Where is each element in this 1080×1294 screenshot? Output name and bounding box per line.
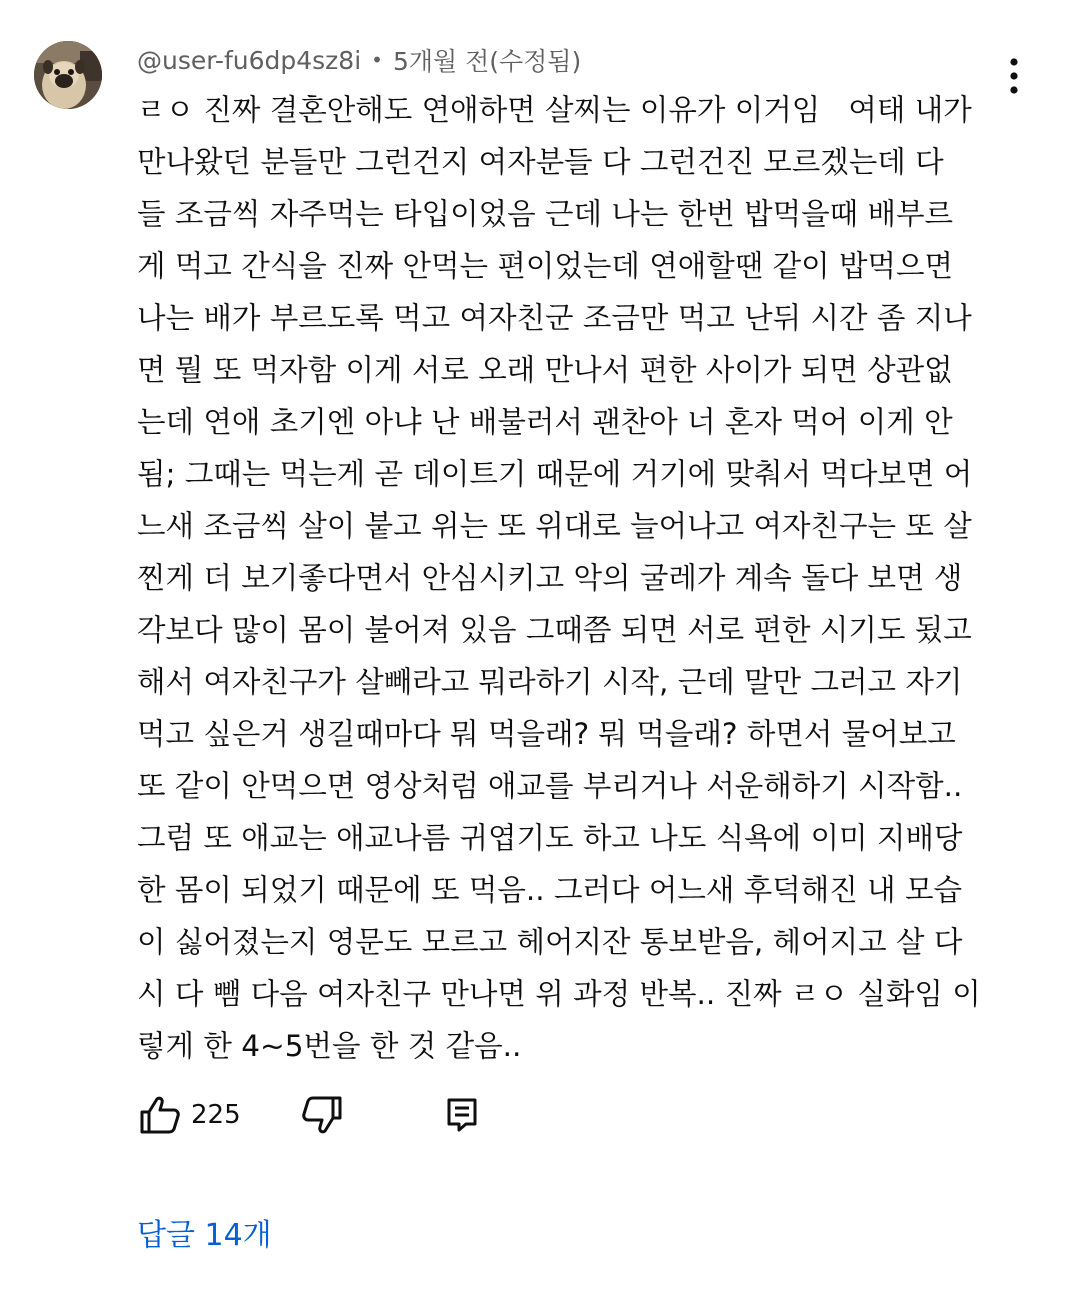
- comment-text-line: 각보다 많이 몸이 불어져 있음 그때쯤 되면 서로 편한 시기도 됬고: [137, 613, 972, 647]
- comment-actions: [137, 1090, 485, 1140]
- comment-text-line: 는데 연애 초기엔 아냐 난 배불러서 괜찬아 너 혼자 먹어 이게 안: [137, 405, 953, 439]
- comment-header: [137, 40, 581, 80]
- like-button[interactable]: [137, 1092, 183, 1138]
- comment-text-line: 먹고 싶은거 생길때마다 뭐 먹을래? 뭐 먹을래? 하면서 물어보고: [137, 717, 956, 751]
- comment-text-line: 렇게 한 4~5번을 한 것 같음..: [137, 1029, 522, 1063]
- pug-avatar-icon: [34, 41, 102, 109]
- reply-comment-icon: [446, 1097, 478, 1133]
- view-replies-link[interactable]: 답글 14개: [137, 1218, 272, 1253]
- comment-text-line: 그럼 또 애교는 애교나름 귀엽기도 하고 나도 식욕에 이미 지배당: [137, 821, 963, 855]
- comment-text-line: 들 조금씩 자주먹는 타입이었음 근데 나는 한번 밥먹을때 배부르: [137, 197, 953, 231]
- comment-text-line: 게 먹고 간식을 진짜 안먹는 편이었는데 연애할땐 같이 밥먹으면: [137, 249, 953, 283]
- separator-dot: •: [371, 48, 383, 72]
- reply-button[interactable]: [439, 1092, 485, 1138]
- dislike-button[interactable]: [299, 1092, 345, 1138]
- comment-text-line: 한 몸이 되었기 때문에 또 먹음.. 그러다 어느새 후덕해진 내 모습: [137, 873, 962, 907]
- comment-text-line: 또 같이 안먹으면 영상처럼 애교를 부리거나 서운해하기 시작함..: [137, 769, 963, 803]
- like-count: 225: [191, 1100, 241, 1130]
- comment-text-line: 만나왔던 분들만 그런건지 여자분들 다 그런건진 모르겠는데 다: [137, 145, 944, 179]
- comment-text: [137, 84, 1007, 1072]
- comment-text-line: ㄹㅇ 진짜 결혼안해도 연애하면 살찌는 이유가 이거임 여태 내가: [137, 93, 972, 127]
- author-name[interactable]: @user-fu6dp4sz8i: [137, 45, 362, 75]
- comment-text-line: 시 다 뺌 다음 여자친구 만나면 위 과정 반복.. 진짜 ㄹㅇ 실화임 이: [137, 977, 981, 1011]
- thumbs-up-icon: [139, 1095, 181, 1135]
- thumbs-down-icon: [301, 1095, 343, 1135]
- comment-text-line: 이 싫어졌는지 영문도 모르고 헤어지잔 통보받음, 헤어지고 살 다: [137, 925, 963, 959]
- comment-timestamp: 5개월 전(수정됨): [392, 47, 582, 76]
- comment-text-line: 면 뭘 또 먹자함 이게 서로 오래 만나서 편한 사이가 되면 상관없: [137, 353, 953, 387]
- comment-text-line: 나는 배가 부르도록 먹고 여자친군 조금만 먹고 난뒤 시간 좀 지나: [137, 301, 972, 335]
- more-vertical-icon: [1008, 56, 1020, 96]
- comment-text-line: 됨; 그때는 먹는게 곧 데이트기 때문에 거기에 맞춰서 먹다보면 어: [137, 457, 973, 491]
- comment-text-line: 해서 여자친구가 살빼라고 뭐라하기 시작, 근데 말만 그러고 자기: [137, 665, 963, 699]
- avatar[interactable]: [34, 41, 102, 109]
- comment-text-line: 느새 조금씩 살이 붙고 위는 또 위대로 늘어나고 여자친구는 또 살: [137, 509, 972, 543]
- comment-text-line: 찐게 더 보기좋다면서 안심시키고 악의 굴레가 계속 돌다 보면 생: [137, 561, 963, 595]
